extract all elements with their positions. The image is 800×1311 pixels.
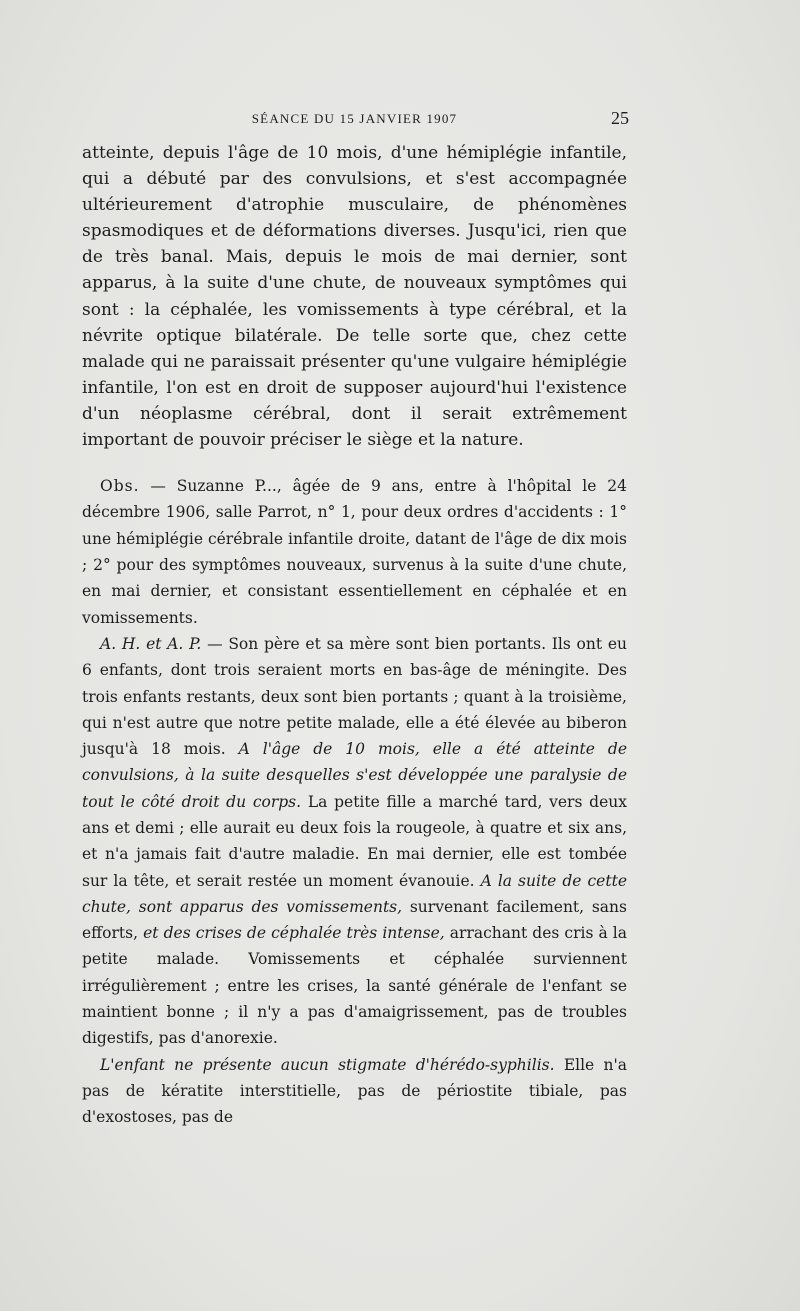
examination-paragraph [82,1052,627,1131]
body-text [82,140,627,1131]
ahap-label: A. H. et A. P. [100,634,202,653]
ahap-text-3: survenant facilement, sans efforts, [82,897,627,943]
observation-paragraph [82,473,627,631]
running-head: SÉANCE DU 15 JANVIER 1907 [251,111,458,126]
last-italic: L'enfant ne présente aucun stigmate d'hérédo-syphilis. [100,1055,555,1074]
last-text: Elle n'a pas de kératite interstitielle, pas de périostite tibiale, pas d'exostoses, pas de [82,1055,627,1127]
family-history-paragraph [82,631,627,1052]
obs-text: — Suzanne P..., âgée de 9 ans, entre à l'hôpital le 24 décembre 1906, salle Parrot, n° 1, pour deux ordres d'accidents : 1° une hémiplégie cérébrale infantile droite, datant de l'âge de dix mois ; 2° pour des symptômes nouveaux, survenus à la suite d'une chute, en mai dernier, et consistant essentiellement en céphalée et en vomissements. [82,477,627,627]
ahap-text-4: arrachant des cris à la petite malade. Vomissements et céphalée surviennent irrégulièrement ; entre les crises, la santé générale de l'enfant se maintient bonne ; il n'y a pas d'amaigrissement, pas de troubles digestifs, pas d'anorexie. [82,924,628,1048]
ahap-italic-1: A l'âge de 10 mois, elle a été atteinte de convulsions, à la suite desquelles s'est développée une paralysie de tout le côté droit du corps. [82,740,627,811]
ahap-italic-2: A la suite de cette chute, sont apparus des vomissements, [82,871,627,916]
page-header [82,108,629,131]
page-number: 25 [611,108,629,128]
obs-label: Obs. [100,477,140,496]
ahap-text-1: — Son père et sa mère sont bien portants. Ils ont eu 6 enfants, dont trois seraient morts en bas-âge de méningite. Des trois enfants restants, deux sont bien portants ; quant à la troisième, qui n'est autre que notre petite malade, elle a été élevée au biberon jusqu'à 18 mois. [82,634,627,759]
ahap-text-2: La petite fille a marché tard, vers deux ans et demi ; elle aurait eu deux fois la rougeole, à quatre et six ans, et n'a jamais fait d'autre maladie. En mai dernier, elle est tombée sur la tête, et serait restée un moment évanouie. [82,792,627,890]
ahap-italic-3: et des crises de céphalée très intense, [143,924,445,943]
intro-paragraph: atteinte, depuis l'âge de 10 mois, d'une hémiplégie infantile, qui a débuté par des convulsions, et s'est accompagnée ultérieurement d'atrophie musculaire, de phénomènes spasmodiques et de déformations diverses. Jusqu'ici, rien que de très banal. Mais, depuis le mois de mai dernier, sont apparus, à la suite d'une chute, de nouveaux symptômes qui sont : la céphalée, les vomissements à type cérébral, et la névrite optique bilatérale. De telle sorte que, chez cette malade qui ne paraissait présenter qu'une vulgaire hémiplégie infantile, l'on est en droit de supposer aujourd'hui l'existence d'un néoplasme cérébral, dont il serait extrêmement important de pouvoir préciser le siège et la nature. [82,143,627,451]
